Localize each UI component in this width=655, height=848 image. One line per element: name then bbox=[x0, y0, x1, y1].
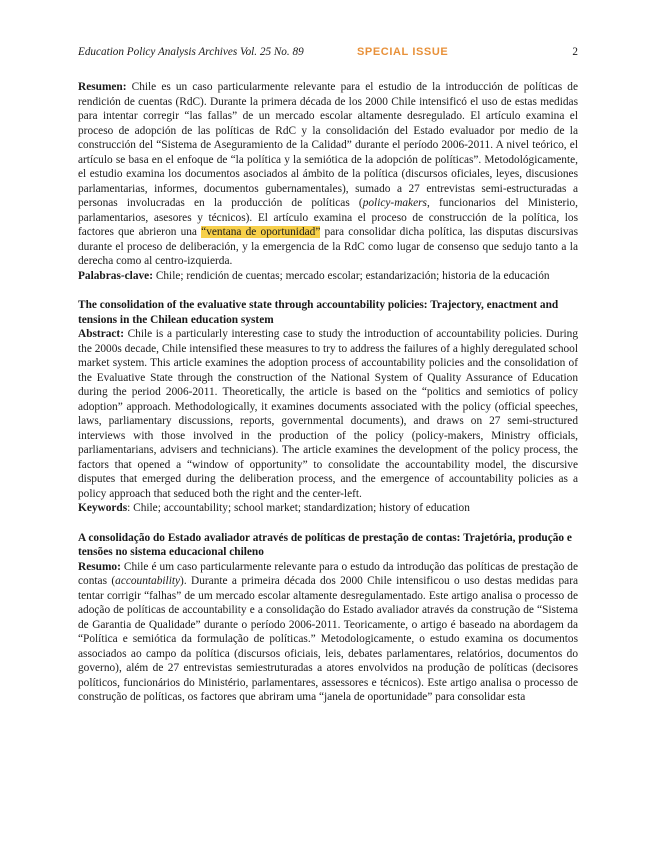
resumo-text-1: Chile é um caso particularmente relevante para o estudo da introdução das políticas de prestação de contas ( bbox=[78, 560, 578, 587]
resumen-italic-term: policy-makers bbox=[362, 197, 427, 209]
document-page bbox=[78, 46, 578, 705]
abstract-label: Abstract: bbox=[78, 328, 124, 340]
keywords-text: : Chile; accountability; school market; standardization; history of education bbox=[127, 502, 470, 514]
resumo-label: Resumo: bbox=[78, 560, 121, 573]
resumo-text-2: ). Durante a primeira década dos 2000 Chile intensificou o uso destas medidas para tentar corrigir “falhas” de um mercado escolar altamente desregulamentado. Este artigo analisa o processo de adoção de políticas de accountability e a consolidação do Estado avaliador através da construção de “Sistema de Garantia de Qualidade” durante o período 2006-2011. Teoricamente, o artigo é baseado na abordagem da “Política e semiótica da formulação de políticas.” Metodologicamente, o estudo examina os documentos associados ao campo da política (discursos oficiais, leis, debates parlamentares, relatórios, documentos do governo), além de 27 entrevistas semiestruturadas a atores envolvidos na produção de políticas (decisores políticos, funcionários do Ministério, parlamentares, assessores e técnicos). Este artigo analisa o processo de construção de políticas, os factores que abriram uma “janela de oportunidade” para consolidar esta bbox=[78, 575, 579, 703]
palabras-clave-label: Palabras-clave: bbox=[78, 269, 153, 282]
page-number: 2 bbox=[572, 46, 578, 58]
portuguese-abstract bbox=[78, 560, 578, 705]
spanish-abstract bbox=[78, 80, 578, 269]
keywords-label: Keywords bbox=[78, 502, 128, 514]
english-title: The consolidation of the evaluative state through accountability policies: Trajectory, enactment and tensions in the Chilean education system bbox=[78, 299, 559, 326]
english-abstract-section bbox=[78, 298, 578, 516]
english-abstract bbox=[78, 327, 578, 501]
abstract-text: Chile is a particularly interesting case to study the introduction of accountability policies. During the 2000s decade, Chile intensified these measures to try to address the failures of a highly deregulated school market system. This article examines the adoption process of accountability policies and the consolidation of the Evaluative State through the construction of the National System of Quality Assurance of Education during the period 2006-2011. Theoretically, the article is based on the “politics and semiotics of policy adoption” approach. Methodologically, it examines documents associated with the policy (official speeches, laws, parliamentary discussions, reports, governmental documents), and draws on 27 semi-structured interviews with those involved in the production of the policy (policy-makers, Ministry officials, parliamentarians, advisers and technicians). The article examines the development of the policy process, the factors that opened a “window of opportunity” to consolidate the accountability model, the discursive disputes that emerged during the deliberation process, and the emergence of accountability policies as a policy approach that seduced both the right and the center-left. bbox=[78, 328, 578, 500]
highlighted-phrase[interactable]: “ventana de oportunidad” bbox=[201, 226, 321, 238]
special-issue-label: SPECIAL ISSUE bbox=[357, 46, 449, 58]
palabras-clave-text: Chile; rendición de cuentas; mercado escolar; estandarización; historia de la educación bbox=[152, 269, 550, 282]
portuguese-abstract-section bbox=[78, 531, 578, 705]
resumo-italic-term: accountability bbox=[115, 575, 181, 587]
resumen-text-2: , funcionarios del Ministerio, parlamentarios, asesores y técnicos). El artículo examina el proceso de construcción de la política, los factores que abrieron una bbox=[78, 197, 578, 238]
spanish-keywords bbox=[78, 269, 578, 284]
portuguese-title: A consolidação do Estado avaliador através de políticas de prestação de contas: Trajetória, produção e tensões no sistema educacional chileno bbox=[78, 531, 572, 558]
resumen-label: Resumen: bbox=[78, 81, 127, 93]
spanish-abstract-section bbox=[78, 80, 578, 283]
journal-title: Education Policy Analysis Archives Vol. 25 No. 89 bbox=[78, 46, 304, 58]
english-keywords bbox=[78, 501, 578, 516]
resumen-text-1: Chile es un caso particularmente relevante para el estudio de la introducción de políticas de rendición de cuentas (RdC). Durante la primera década de los 2000 Chile intensificó el uso de estas medidas para intentar corregir “las fallas” de un mercado escolar altamente desregulado. El artículo examina el proceso de adopción de las políticas de RdC y la consolidación del Estado evaluador por medio de la construcción del “Sistema de Aseguramiento de la Calidad” durante el período 2006-2011. A nivel teórico, el artículo se basa en el enfoque de “la política y la semiótica de la adopción de políticas”. Metodológicamente, el estudio examina los documentos asociados al ámbito de la política (discursos oficiales, leyes, discusiones parlamentarias, informes, documentos gubernamentales), sumado a 27 entrevistas semi-estructuradas a personas involucradas en la producción de políticas ( bbox=[78, 81, 578, 209]
running-header bbox=[78, 46, 578, 66]
resumen-text-3: para consolidar dicha política, las disputas discursivas durante el proceso de deliberación, y la emergencia de la RdC como lugar de consenso que sedujo tanto a la derecha como al centro-izquierda. bbox=[78, 226, 578, 267]
